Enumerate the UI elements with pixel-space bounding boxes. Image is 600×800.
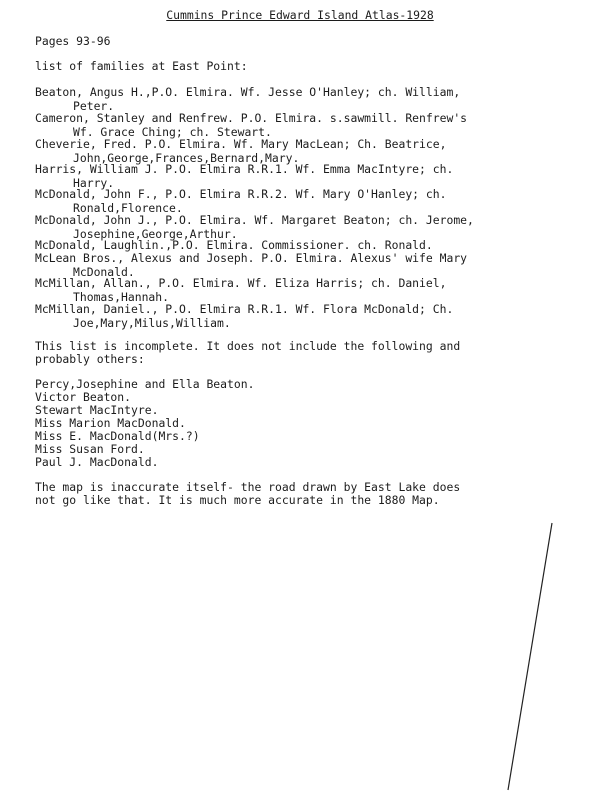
- other-name: Paul J. MacDonald.: [35, 455, 159, 469]
- other-name: Miss Marion MacDonald.: [35, 416, 186, 430]
- map-note-line: The map is inaccurate itself- the road drawn by East Lake does: [35, 480, 461, 494]
- family-entry-line: McMillan, Allan., P.O. Elmira. Wf. Eliza Harris; ch. Daniel,: [35, 276, 447, 290]
- family-entry-line: McMillan, Daniel., P.O. Elmira R.R.1. Wf. Flora McDonald; Ch.: [35, 302, 454, 316]
- incomplete-note-line: This list is incomplete. It does not include the following and: [35, 339, 461, 353]
- family-entry-continuation: Wf. Grace Ching; ch. Stewart.: [73, 125, 272, 139]
- other-name: Victor Beaton.: [35, 390, 132, 404]
- intro-line: list of families at East Point:: [35, 59, 248, 73]
- family-entry-line: McDonald, Laughlin.,P.O. Elmira. Commissioner. ch. Ronald.: [35, 238, 433, 252]
- family-entry-line: McDonald, John J., P.O. Elmira. Wf. Margaret Beaton; ch. Jerome,: [35, 213, 474, 227]
- incomplete-note-line: probably others:: [35, 352, 145, 366]
- pages-reference: Pages 93-96: [35, 34, 111, 48]
- family-entry-continuation: McDonald.: [73, 265, 135, 279]
- family-entry-continuation: Peter.: [73, 99, 115, 113]
- family-entry-line: Cheverie, Fred. P.O. Elmira. Wf. Mary MacLean; Ch. Beatrice,: [35, 137, 447, 151]
- family-entry-continuation: Josephine,George,Arthur.: [73, 227, 238, 241]
- other-name: Miss E. MacDonald(Mrs.?): [35, 429, 200, 443]
- other-name: Miss Susan Ford.: [35, 442, 145, 456]
- family-entry-line: McLean Bros., Alexus and Joseph. P.O. Elmira. Alexus' wife Mary: [35, 251, 468, 265]
- document-title: Cummins Prince Edward Island Atlas-1928: [166, 8, 434, 22]
- family-entry-line: Harris, William J. P.O. Elmira R.R.1. Wf. Emma MacIntyre; ch.: [35, 162, 454, 176]
- other-name: Percy,Josephine and Ella Beaton.: [35, 377, 255, 391]
- family-entry-continuation: Ronald,Florence.: [73, 201, 183, 215]
- family-entry-continuation: Joe,Mary,Milus,William.: [73, 316, 231, 330]
- family-entry-continuation: Harry.: [73, 176, 115, 190]
- other-name: Stewart MacIntyre.: [35, 403, 159, 417]
- family-entry-continuation: John,George,Frances,Bernard,Mary.: [73, 151, 300, 165]
- family-entry-line: McDonald, John F., P.O. Elmira R.R.2. Wf. Mary O'Hanley; ch.: [35, 187, 447, 201]
- map-note-line: not go like that. It is much more accurate in the 1880 Map.: [35, 493, 440, 507]
- family-entry-line: Cameron, Stanley and Renfrew. P.O. Elmira. s.sawmill. Renfrew's: [35, 111, 468, 125]
- family-entry-continuation: Thomas,Hannah.: [73, 290, 170, 304]
- family-entry-line: Beaton, Angus H.,P.O. Elmira. Wf. Jesse O'Hanley; ch. William,: [35, 85, 461, 99]
